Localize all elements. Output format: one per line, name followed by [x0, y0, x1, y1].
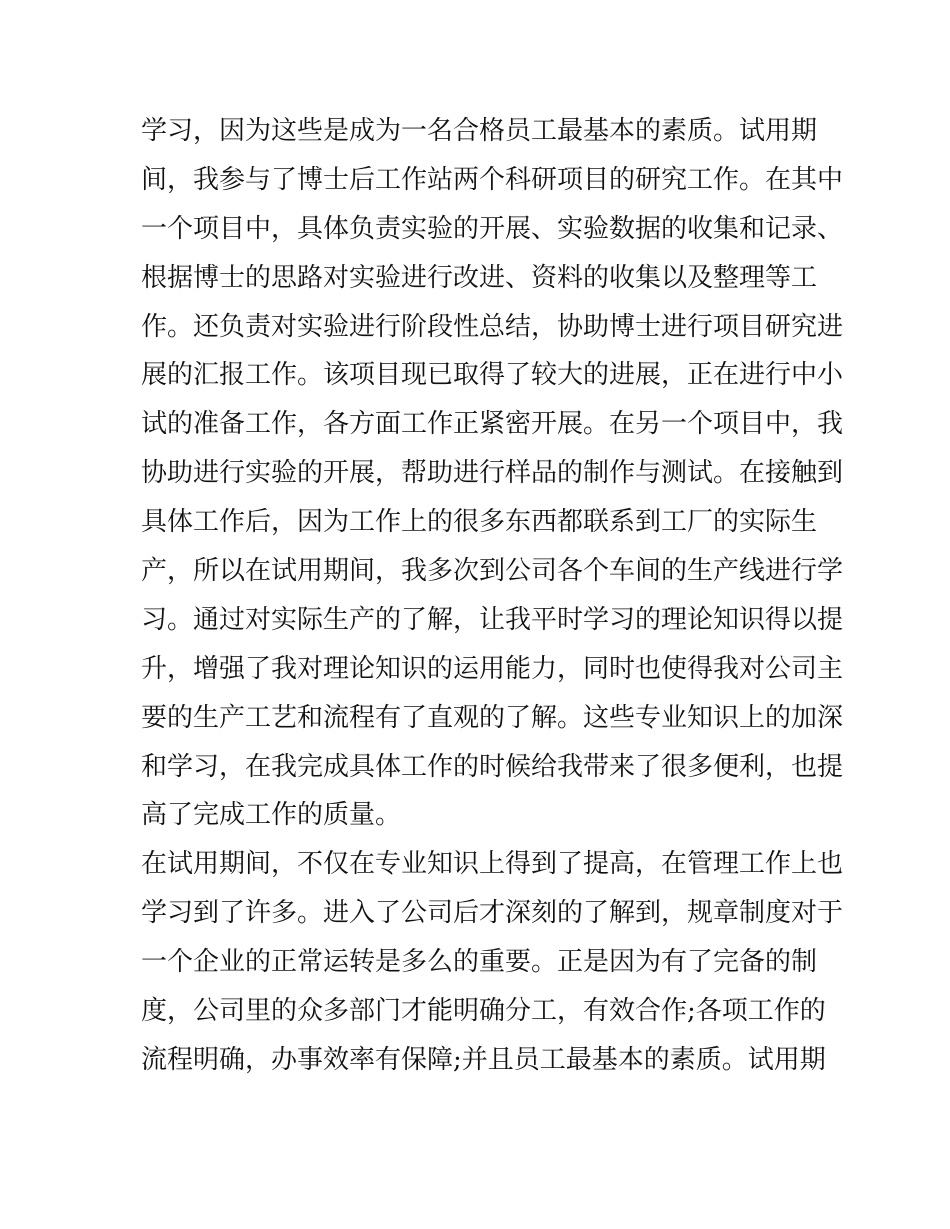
text-line-8: 协助进行实验的开展，帮助进行样品的制作与测试。在接触到: [141, 458, 844, 489]
text-line-12: 升，增强了我对理论知识的运用能力，同时也使得我对公司主: [141, 653, 844, 684]
text-line-5: 作。还负责对实验进行阶段性总结，协助博士进行项目研究进: [141, 311, 844, 342]
text-line-18: 一个企业的正常运转是多么的重要。正是因为有了完备的制: [141, 947, 818, 978]
body-text: [141, 107, 844, 1085]
text-line-9: 具体工作后，因为工作上的很多东西都联系到工厂的实际生: [141, 507, 818, 538]
text-line-14: 和学习，在我完成具体工作的时候给我带来了很多便利，也提: [141, 751, 844, 782]
text-line-2: 间，我参与了博士后工作站两个科研项目的研究工作。在其中: [141, 164, 844, 195]
text-line-15: 高了完成工作的质量。: [141, 800, 402, 831]
text-line-1: 学习，因为这些是成为一名合格员工最基本的素质。试用期: [141, 116, 818, 146]
text-line-13: 要的生产工艺和流程有了直观的了解。这些专业知识上的加深: [141, 702, 844, 733]
text-line-6: 展的汇报工作。该项目现已取得了较大的进展，正在进行中小: [141, 360, 844, 391]
text-line-4: 根据博士的思路对实验进行改进、资料的收集以及整理等工: [141, 262, 818, 293]
text-line-16: 在试用期间，不仅在专业知识上得到了提高，在管理工作上也: [141, 849, 844, 880]
text-line-3: 一个项目中，具体负责实验的开展、实验数据的收集和记录、: [141, 213, 844, 244]
text-line-20: 流程明确，办事效率有保障;并且员工最基本的素质。试用期: [141, 1044, 826, 1075]
text-line-7: 试的准备工作，各方面工作正紧密开展。在另一个项目中，我: [141, 409, 844, 440]
text-line-17: 学习到了许多。进入了公司后才深刻的了解到，规章制度对于: [141, 898, 844, 929]
text-line-19: 度，公司里的众多部门才能明确分工，有效合作;各项工作的: [141, 996, 826, 1027]
text-line-11: 习。通过对实际生产的了解，让我平时学习的理论知识得以提: [141, 604, 844, 635]
text-line-10: 产，所以在试用期间，我多次到公司各个车间的生产线进行学: [141, 556, 844, 587]
